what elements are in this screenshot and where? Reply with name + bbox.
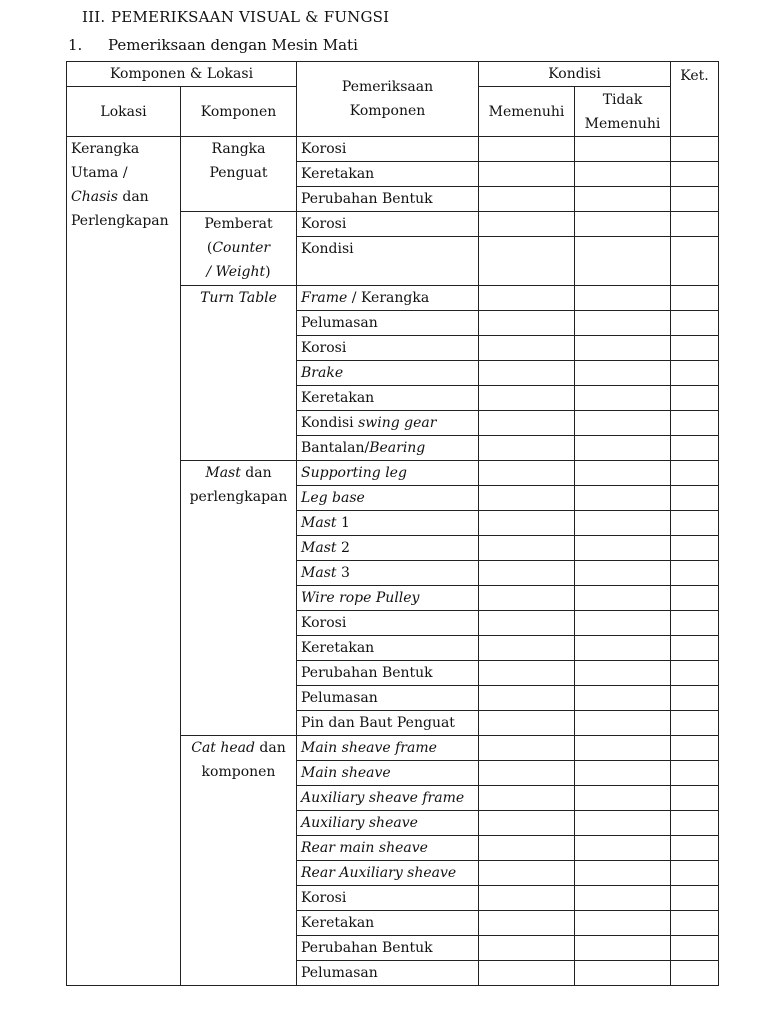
inspection-table (66, 61, 719, 986)
item-bearing-plain: Bantalan/ (301, 440, 370, 456)
item-label: Keretakan (297, 162, 479, 187)
header-memenuhi: Memenuhi (479, 87, 575, 137)
ket-cell[interactable] (671, 811, 719, 836)
tidak-memenuhi-cell[interactable] (575, 311, 671, 336)
item-label: Kondisi (297, 237, 479, 286)
item-label: Pin dan Baut Penguat (297, 711, 479, 736)
header-tidak-line2: Memenuhi (584, 115, 661, 132)
tidak-memenuhi-cell[interactable] (575, 386, 671, 411)
memenuhi-cell[interactable] (479, 636, 575, 661)
memenuhi-cell[interactable] (479, 911, 575, 936)
memenuhi-cell[interactable] (479, 411, 575, 436)
tidak-memenuhi-cell[interactable] (575, 811, 671, 836)
ket-cell[interactable] (671, 386, 719, 411)
lokasi-line2: Utama / (71, 165, 128, 181)
header-kondisi: Kondisi (479, 62, 671, 87)
ket-cell[interactable] (671, 711, 719, 736)
item-label: Supporting leg (297, 461, 479, 486)
ket-cell[interactable] (671, 311, 719, 336)
mast-rest: dan (240, 465, 272, 481)
ket-cell[interactable] (671, 961, 719, 986)
tidak-memenuhi-cell[interactable] (575, 711, 671, 736)
item-mast-italic: Mast (301, 515, 337, 531)
lokasi-cell (67, 137, 181, 986)
item-label: Keretakan (297, 911, 479, 936)
memenuhi-cell[interactable] (479, 212, 575, 237)
pemberat-open: ( (206, 240, 213, 256)
item-label: Perubahan Bentuk (297, 187, 479, 212)
item-label: Korosi (297, 886, 479, 911)
header-pemeriksaan-line1: Pemeriksaan (341, 79, 434, 95)
komponen-turn-table: Turn Table (181, 286, 297, 461)
memenuhi-cell[interactable] (479, 936, 575, 961)
tidak-memenuhi-cell[interactable] (575, 187, 671, 212)
komponen-rangka-penguat (181, 137, 297, 212)
memenuhi-cell[interactable] (479, 686, 575, 711)
item-mast-italic: Mast (301, 540, 337, 556)
tidak-memenuhi-cell[interactable] (575, 961, 671, 986)
memenuhi-cell[interactable] (479, 162, 575, 187)
tidak-memenuhi-cell[interactable] (575, 361, 671, 386)
item-label: Rear Auxiliary sheave (297, 861, 479, 886)
item-frame-rest: / Kerangka (347, 290, 430, 306)
ket-cell[interactable] (671, 936, 719, 961)
item-label (297, 436, 479, 461)
item-label: Main sheave frame (297, 736, 479, 761)
memenuhi-cell[interactable] (479, 286, 575, 311)
memenuhi-cell[interactable] (479, 386, 575, 411)
komponen-cat-head (181, 736, 297, 986)
ket-cell[interactable] (671, 911, 719, 936)
item-label: Auxiliary sheave (297, 811, 479, 836)
item-label: Korosi (297, 137, 479, 162)
memenuhi-cell[interactable] (479, 961, 575, 986)
ket-cell[interactable] (671, 786, 719, 811)
tidak-memenuhi-cell[interactable] (575, 336, 671, 361)
ket-cell[interactable] (671, 162, 719, 187)
ket-cell[interactable] (671, 736, 719, 761)
ket-cell[interactable] (671, 436, 719, 461)
memenuhi-cell[interactable] (479, 436, 575, 461)
tidak-memenuhi-cell[interactable] (575, 861, 671, 886)
item-label (297, 561, 479, 586)
ket-cell[interactable] (671, 461, 719, 486)
item-label (297, 511, 479, 536)
item-bearing-italic: Bearing (369, 440, 426, 456)
item-label: Auxiliary sheave frame (297, 786, 479, 811)
memenuhi-cell[interactable] (479, 886, 575, 911)
item-label: Korosi (297, 212, 479, 237)
item-label: Pelumasan (297, 686, 479, 711)
header-tidak-memenuhi (575, 87, 671, 137)
item-label: Perubahan Bentuk (297, 936, 479, 961)
memenuhi-cell[interactable] (479, 861, 575, 886)
memenuhi-cell[interactable] (479, 561, 575, 586)
tidak-memenuhi-cell[interactable] (575, 212, 671, 237)
header-komponen: Komponen (181, 87, 297, 137)
tidak-memenuhi-cell[interactable] (575, 636, 671, 661)
tidak-memenuhi-cell[interactable] (575, 836, 671, 861)
tidak-memenuhi-cell[interactable] (575, 286, 671, 311)
memenuhi-cell[interactable] (479, 711, 575, 736)
komponen-mast (181, 461, 297, 736)
header-komponen-lokasi: Komponen & Lokasi (67, 62, 297, 87)
pemberat-line1: Pemberat (204, 216, 273, 232)
lokasi-line1: Kerangka (71, 141, 140, 157)
item-label: Rear main sheave (297, 836, 479, 861)
item-label (297, 286, 479, 311)
lokasi-line3-rest: dan (117, 189, 149, 205)
ket-cell[interactable] (671, 286, 719, 311)
ket-cell[interactable] (671, 511, 719, 536)
tidak-memenuhi-cell[interactable] (575, 661, 671, 686)
ket-cell[interactable] (671, 661, 719, 686)
item-mast-num: 2 (336, 540, 350, 556)
memenuhi-cell[interactable] (479, 836, 575, 861)
memenuhi-cell[interactable] (479, 187, 575, 212)
section-title: PEMERIKSAAN VISUAL & FUNGSI (111, 8, 390, 26)
tidak-memenuhi-cell[interactable] (575, 411, 671, 436)
item-label: Brake (297, 361, 479, 386)
tidak-memenuhi-cell[interactable] (575, 761, 671, 786)
ket-cell[interactable] (671, 237, 719, 286)
tidak-memenuhi-cell[interactable] (575, 886, 671, 911)
memenuhi-cell[interactable] (479, 736, 575, 761)
tidak-memenuhi-cell[interactable] (575, 586, 671, 611)
item-label: Korosi (297, 611, 479, 636)
tidak-memenuhi-cell[interactable] (575, 736, 671, 761)
rangka-line2: Penguat (209, 165, 268, 181)
header-row-1 (67, 62, 719, 87)
ket-cell[interactable] (671, 861, 719, 886)
cathead-italic: Cat head (191, 740, 255, 756)
memenuhi-cell[interactable] (479, 361, 575, 386)
rangka-line1: Rangka (211, 141, 266, 157)
memenuhi-cell[interactable] (479, 661, 575, 686)
tidak-memenuhi-cell[interactable] (575, 137, 671, 162)
ket-cell[interactable] (671, 187, 719, 212)
item-label: Keretakan (297, 636, 479, 661)
item-label: Wire rope Pulley (297, 586, 479, 611)
lokasi-line3-italic: Chasis (71, 189, 118, 205)
memenuhi-cell[interactable] (479, 237, 575, 286)
komponen-pemberat (181, 212, 297, 286)
tidak-memenuhi-cell[interactable] (575, 786, 671, 811)
ket-cell[interactable] (671, 212, 719, 237)
subsection-title: Pemeriksaan dengan Mesin Mati (108, 36, 358, 54)
tidak-memenuhi-cell[interactable] (575, 611, 671, 636)
ket-cell[interactable] (671, 836, 719, 861)
mast-italic: Mast (205, 465, 241, 481)
table-row (67, 137, 719, 162)
pemberat-close: ) (265, 264, 271, 280)
ket-cell[interactable] (671, 686, 719, 711)
item-label: Main sheave (297, 761, 479, 786)
header-pemeriksaan-komponen (297, 62, 479, 137)
cathead-rest: dan (254, 740, 286, 756)
header-lokasi: Lokasi (67, 87, 181, 137)
item-frame-italic: Frame (301, 290, 348, 306)
tidak-memenuhi-cell[interactable] (575, 486, 671, 511)
item-label: Perubahan Bentuk (297, 661, 479, 686)
memenuhi-cell[interactable] (479, 311, 575, 336)
ket-cell[interactable] (671, 361, 719, 386)
section-number: III. (82, 8, 106, 26)
section-heading (82, 8, 389, 26)
ket-cell[interactable] (671, 486, 719, 511)
item-mast-num: 3 (336, 565, 350, 581)
memenuhi-cell[interactable] (479, 761, 575, 786)
item-label (297, 536, 479, 561)
ket-cell[interactable] (671, 611, 719, 636)
ket-cell[interactable] (671, 761, 719, 786)
item-mast-num: 1 (336, 515, 350, 531)
ket-cell[interactable] (671, 137, 719, 162)
tidak-memenuhi-cell[interactable] (575, 461, 671, 486)
ket-cell[interactable] (671, 561, 719, 586)
memenuhi-cell[interactable] (479, 486, 575, 511)
item-label: Pelumasan (297, 961, 479, 986)
tidak-memenuhi-cell[interactable] (575, 911, 671, 936)
item-label: Keretakan (297, 386, 479, 411)
tidak-memenuhi-cell[interactable] (575, 561, 671, 586)
memenuhi-cell[interactable] (479, 611, 575, 636)
ket-cell[interactable] (671, 586, 719, 611)
subsection-number: 1. (68, 36, 83, 54)
tidak-memenuhi-cell[interactable] (575, 162, 671, 187)
item-swing-plain: Kondisi (301, 415, 359, 431)
pemberat-weight: / Weight (206, 264, 266, 280)
ket-cell[interactable] (671, 536, 719, 561)
memenuhi-cell[interactable] (479, 511, 575, 536)
item-label (297, 411, 479, 436)
pemberat-counter: Counter (212, 240, 271, 256)
tidak-memenuhi-cell[interactable] (575, 237, 671, 286)
memenuhi-cell[interactable] (479, 536, 575, 561)
subsection-heading (68, 36, 358, 54)
item-swing-italic: swing gear (358, 415, 437, 431)
header-ket: Ket. (671, 62, 719, 137)
ket-cell[interactable] (671, 636, 719, 661)
item-label: Korosi (297, 336, 479, 361)
memenuhi-cell[interactable] (479, 137, 575, 162)
tidak-memenuhi-cell[interactable] (575, 436, 671, 461)
item-mast-italic: Mast (301, 565, 337, 581)
memenuhi-cell[interactable] (479, 461, 575, 486)
ket-cell[interactable] (671, 886, 719, 911)
ket-cell[interactable] (671, 411, 719, 436)
cathead-line2: komponen (201, 764, 276, 780)
mast-line2: perlengkapan (189, 489, 288, 505)
item-label: Leg base (297, 486, 479, 511)
ket-cell[interactable] (671, 336, 719, 361)
item-label: Pelumasan (297, 311, 479, 336)
tidak-memenuhi-cell[interactable] (575, 536, 671, 561)
tidak-memenuhi-cell[interactable] (575, 936, 671, 961)
header-tidak-line1: Tidak (602, 91, 643, 108)
memenuhi-cell[interactable] (479, 336, 575, 361)
tidak-memenuhi-cell[interactable] (575, 511, 671, 536)
lokasi-line4: Perlengkapan (71, 213, 169, 229)
tidak-memenuhi-cell[interactable] (575, 686, 671, 711)
memenuhi-cell[interactable] (479, 786, 575, 811)
header-pemeriksaan-line2: Komponen (349, 103, 426, 119)
memenuhi-cell[interactable] (479, 811, 575, 836)
memenuhi-cell[interactable] (479, 586, 575, 611)
